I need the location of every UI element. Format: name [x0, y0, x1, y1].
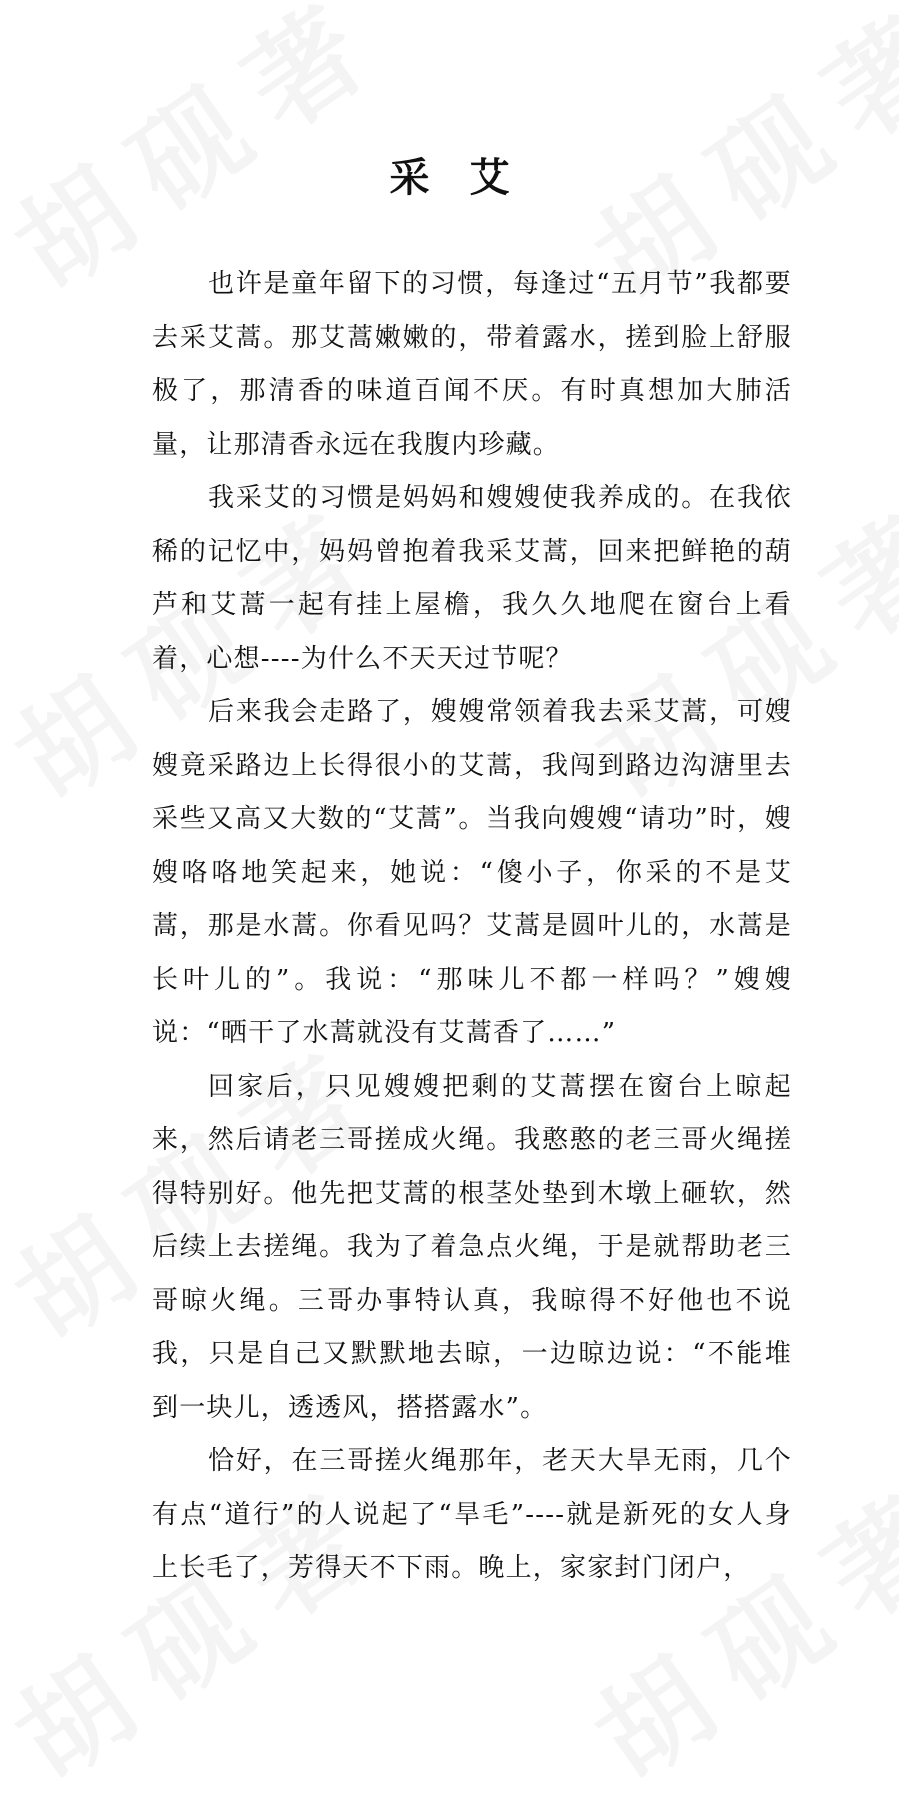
document-body [152, 258, 792, 1596]
paragraph-2: 我采艾的习惯是妈妈和嫂嫂使我养成的。在我依稀的记忆中，妈妈曾抱着我采艾蒿，回来把鲜艳的葫芦和艾蒿一起有挂上屋檐，我久久地爬在窗台上看着，心想----为什么不天天过节呢？ [152, 483, 792, 674]
paragraph-3: 后来我会走路了，嫂嫂常领着我去采艾蒿，可嫂嫂竟采路边上长得很小的艾蒿，我闯到路边沟溏里去采些又高又大数的“艾蒿”。当我向嫂嫂“请功”时，嫂嫂咯咯地笑起来，她说：“傻小子，你采的不是艾蒿，那是水蒿。你看见吗？艾蒿是圆叶儿的，水蒿是长叶儿的”。我说：“那味儿不都一样吗？”嫂嫂说：“晒干了水蒿就没有艾蒿香了……” [152, 697, 792, 1048]
document-title: 采艾 [389, 155, 550, 201]
paragraph-1: 也许是童年留下的习惯，每逢过“五月节”我都要去采艾蒿。那艾蒿嫩嫩的，带着露水，搓到脸上舒服极了，那清香的味道百闻不厌。有时真想加大肺活量，让那清香永远在我腹内珍藏。 [152, 269, 792, 460]
paragraph-4: 回家后，只见嫂嫂把剩的艾蒿摆在窗台上晾起来，然后请老三哥搓成火绳。我憨憨的老三哥火绳搓得特别好。他先把艾蒿的根茎处垫到木墩上砸软，然后续上去搓绳。我为了着急点火绳，于是就帮助老三哥晾火绳。三哥办事特认真，我晾得不好他也不说我，只是自己又默默地去晾，一边晾边说：“不能堆到一块儿，透透风，搭搭露水”。 [152, 1071, 792, 1423]
paragraph-5: 恰好，在三哥搓火绳那年，老天大旱无雨，几个有点“道行”的人说起了“旱毛”----就是新死的女人身上长毛了，芳得天不下雨。晚上，家家封门闭户， [152, 1446, 792, 1583]
